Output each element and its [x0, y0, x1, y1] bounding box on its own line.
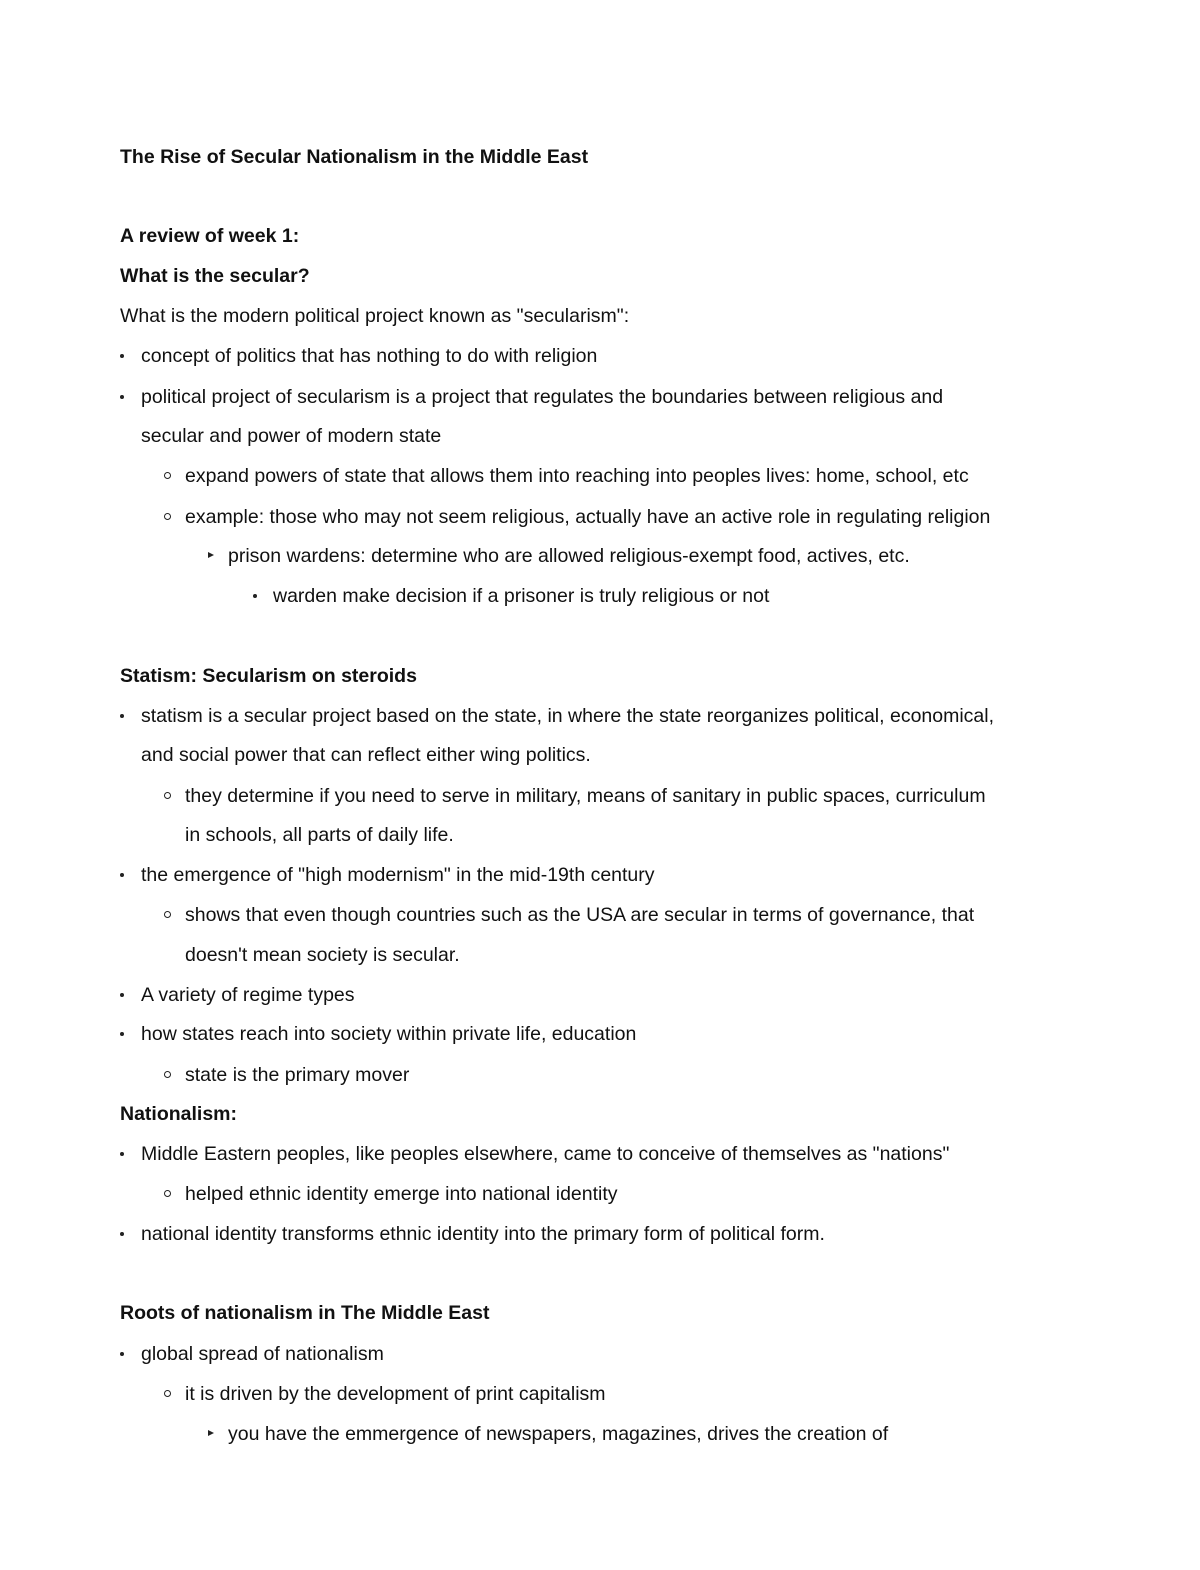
bullet-disc-icon	[253, 594, 257, 598]
list-item: the emergence of "high modernism" in the mid-19th century	[141, 864, 655, 886]
list-item: expand powers of state that allows them into reaching into peoples lives: home, school, etc	[185, 465, 969, 487]
list-item: statism is a secular project based on the state, in where the state reorganizes political, economical,	[141, 705, 995, 727]
bullet-circle-icon	[164, 513, 171, 520]
section-heading-nationalism: Nationalism:	[120, 1103, 238, 1125]
list-item: A variety of regime types	[141, 984, 355, 1006]
bullet-circle-icon	[164, 1071, 171, 1078]
bullet-triangle-icon	[208, 552, 214, 558]
bullet-circle-icon	[164, 1190, 171, 1197]
bullet-disc-icon	[120, 873, 124, 877]
bullet-circle-icon	[164, 792, 171, 799]
section-heading-statism: Statism: Secularism on steroids	[120, 665, 417, 687]
bullet-disc-icon	[120, 993, 124, 997]
bullet-disc-icon	[120, 354, 124, 358]
paragraph-intro: What is the modern political project known as "secularism":	[120, 305, 630, 327]
list-item: Middle Eastern peoples, like peoples elsewhere, came to conceive of themselves as "nations"	[141, 1143, 950, 1165]
list-item: you have the emmergence of newspapers, magazines, drives the creation of	[228, 1423, 889, 1445]
bullet-disc-icon	[120, 1232, 124, 1236]
bullet-circle-icon	[164, 1390, 171, 1397]
list-item-continuation: secular and power of modern state	[141, 425, 442, 447]
bullet-triangle-icon	[208, 1430, 214, 1436]
list-item-continuation: and social power that can reflect either wing politics.	[141, 744, 591, 766]
list-item: warden make decision if a prisoner is truly religious or not	[273, 585, 770, 607]
list-item: they determine if you need to serve in military, means of sanitary in public spaces, curriculum	[185, 785, 986, 807]
list-item: national identity transforms ethnic identity into the primary form of political form.	[141, 1223, 825, 1245]
list-item-continuation: in schools, all parts of daily life.	[185, 824, 454, 846]
bullet-disc-icon	[120, 714, 124, 718]
list-item: concept of politics that has nothing to do with religion	[141, 345, 598, 367]
document-title: The Rise of Secular Nationalism in the Middle East	[120, 146, 589, 168]
list-item: shows that even though countries such as the USA are secular in terms of governance, that	[185, 904, 975, 926]
section-heading-roots: Roots of nationalism in The Middle East	[120, 1302, 490, 1324]
bullet-disc-icon	[120, 1152, 124, 1156]
list-item: global spread of nationalism	[141, 1343, 384, 1365]
list-item: helped ethnic identity emerge into national identity	[185, 1183, 618, 1205]
bullet-disc-icon	[120, 1032, 124, 1036]
list-item-continuation: doesn't mean society is secular.	[185, 944, 460, 966]
list-item: how states reach into society within private life, education	[141, 1023, 637, 1045]
bullet-circle-icon	[164, 911, 171, 918]
bullet-disc-icon	[120, 395, 124, 399]
subheading-what-is-secular: What is the secular?	[120, 265, 310, 287]
list-item: prison wardens: determine who are allowed religious-exempt food, actives, etc.	[228, 545, 910, 567]
list-item: political project of secularism is a project that regulates the boundaries between religious and	[141, 386, 944, 408]
list-item: example: those who may not seem religious, actually have an active role in regulating religion	[185, 506, 991, 528]
section-heading-review: A review of week 1:	[120, 225, 300, 247]
bullet-disc-icon	[120, 1352, 124, 1356]
bullet-circle-icon	[164, 472, 171, 479]
list-item: state is the primary mover	[185, 1064, 410, 1086]
list-item: it is driven by the development of print capitalism	[185, 1383, 606, 1405]
